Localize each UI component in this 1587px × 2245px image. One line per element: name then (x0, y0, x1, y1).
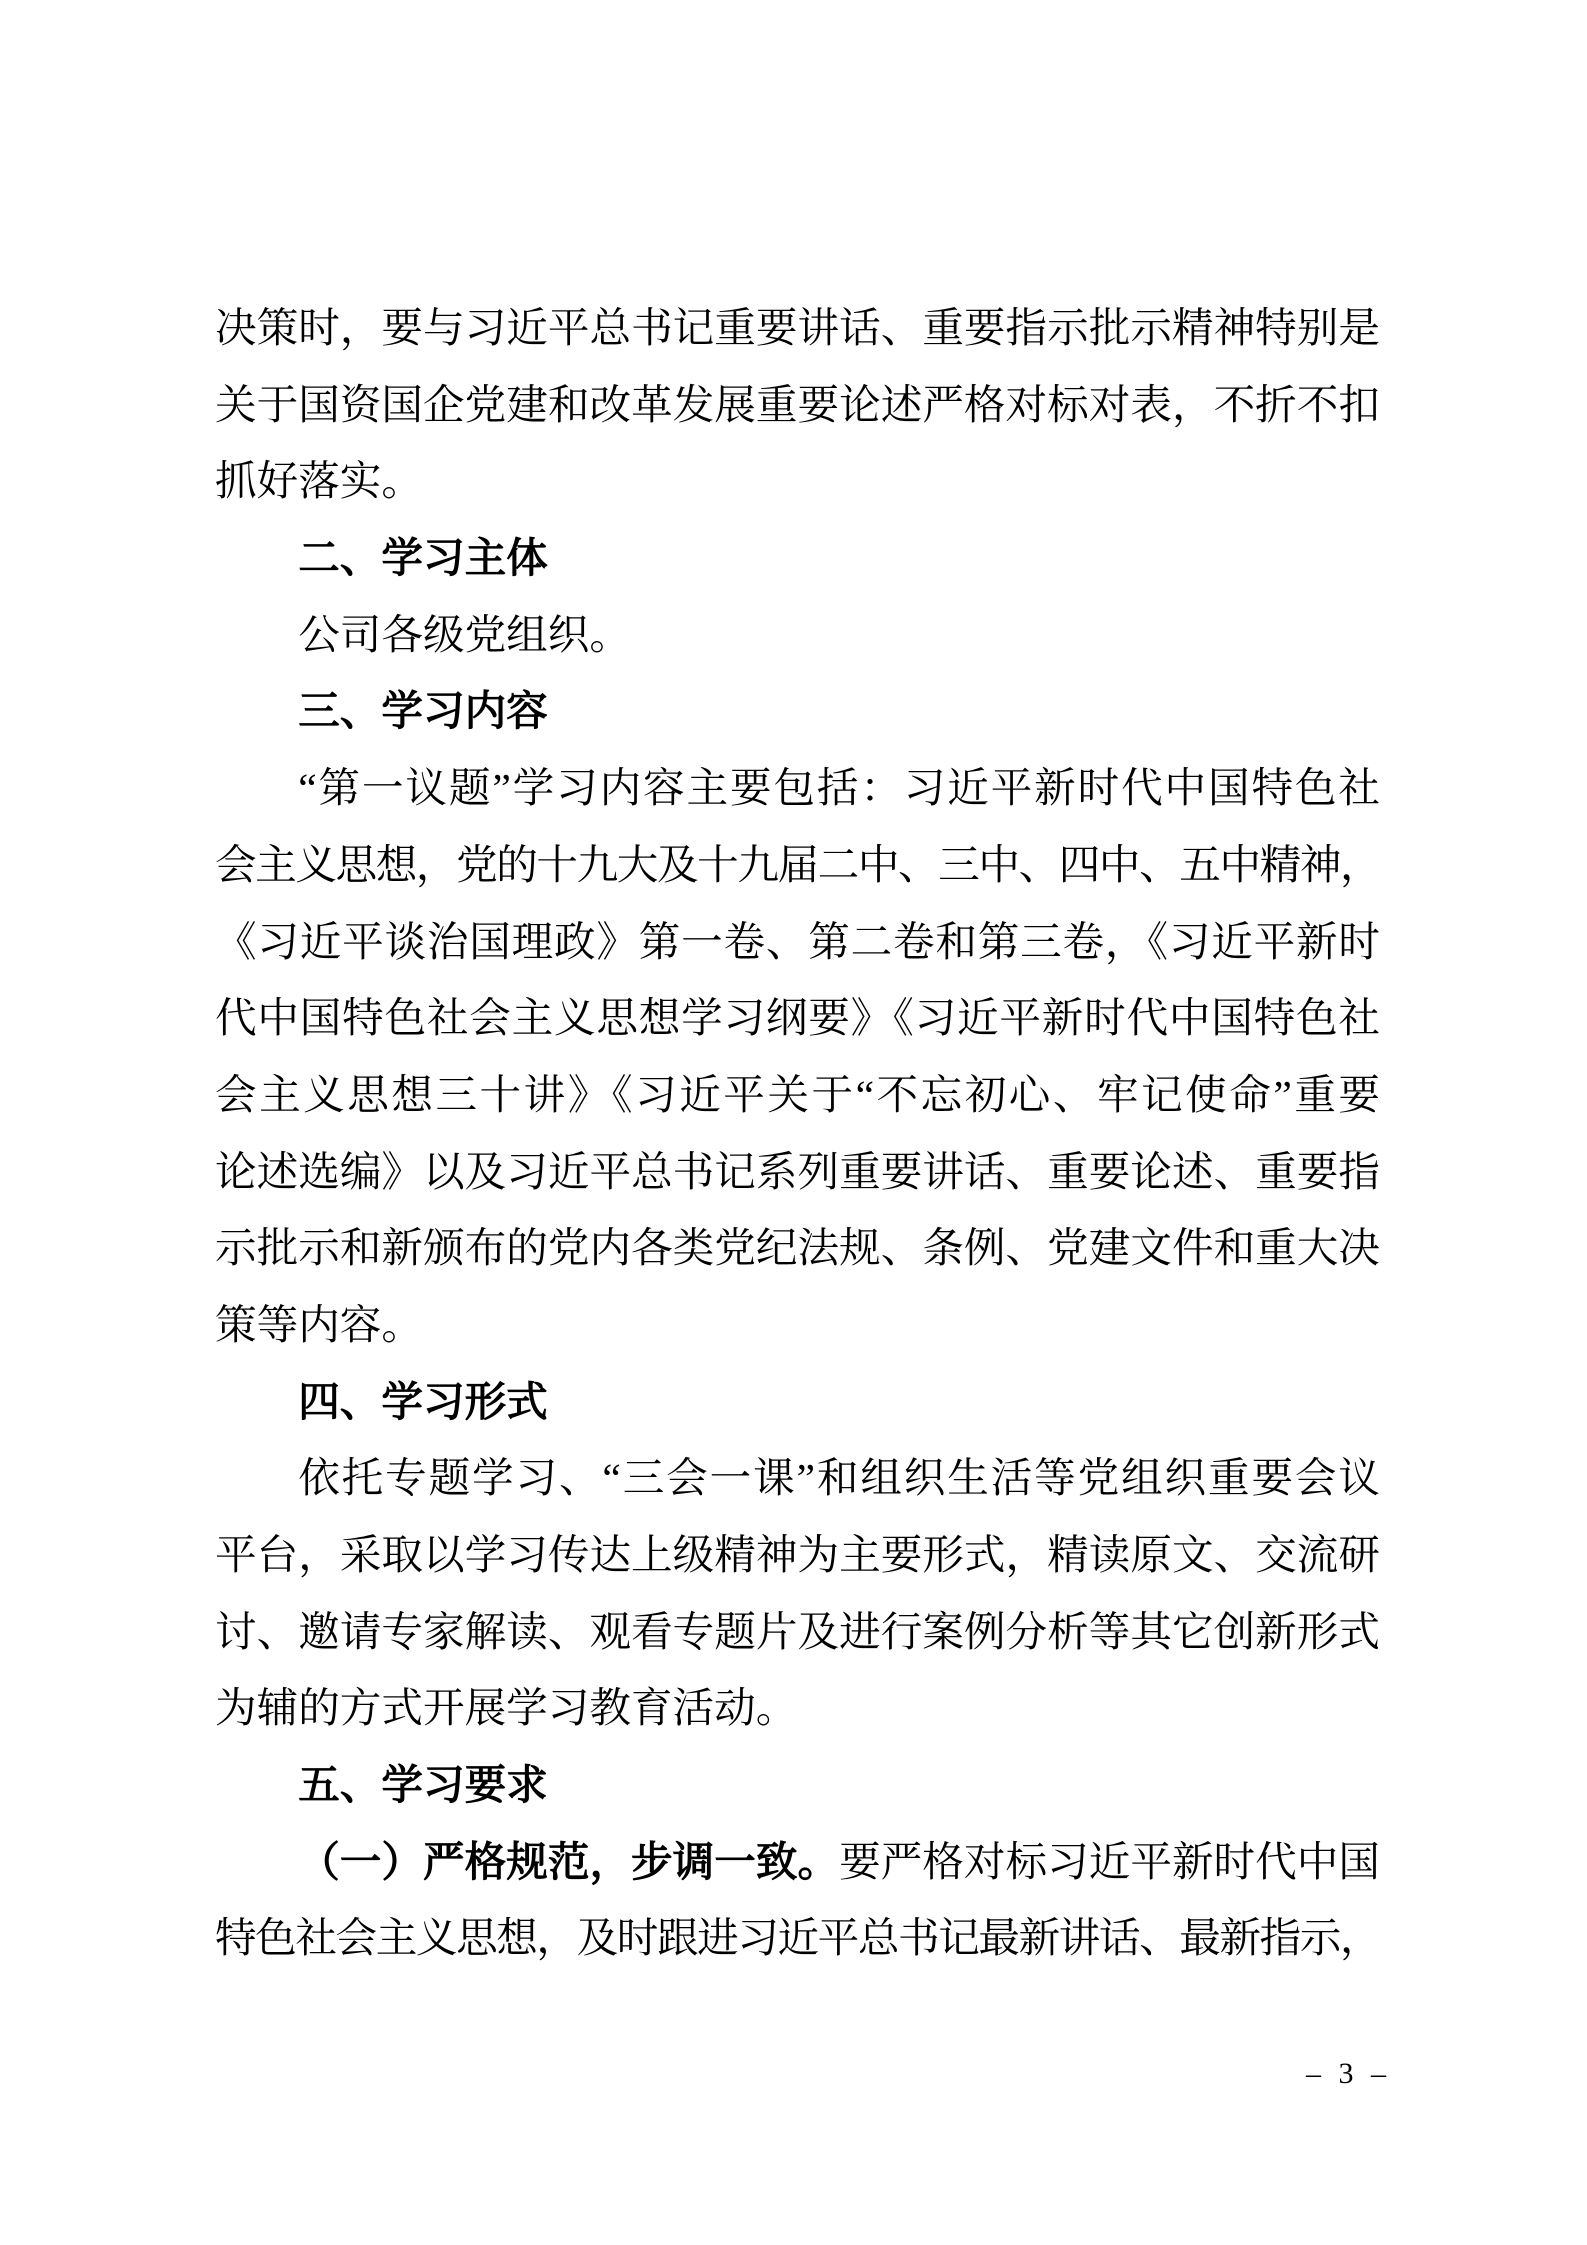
body-text-line: 策等内容。 (215, 1301, 423, 1348)
section-heading-4: 四、学习形式 (298, 1377, 548, 1425)
section-heading-2: 二、学习主体 (298, 534, 548, 582)
item-lead-rest: 要严格对标习近平新时代中国 (839, 1838, 1380, 1885)
body-text-line: 依托专题学习、“三会一课”和组织生活等党组织重要会议 (298, 1455, 1380, 1502)
body-text-line: “第一议题”学习内容主要包括：习近平新时代中国特色社 (298, 765, 1380, 812)
body-text-line: 为辅的方式开展学习教育活动。 (215, 1685, 798, 1732)
body-text-line: 讨、邀请专家解读、观看专题片及进行案例分析等其它创新形式 (215, 1608, 1380, 1655)
body-text-line: 会主义思想三十讲》《习近平关于“不忘初心、牢记使命”重要 (215, 1071, 1380, 1118)
item-lead-bold: （一）严格规范，步调一致。 (298, 1838, 840, 1885)
body-text-line: 示批示和新颁布的党内各类党纪法规、条例、党建文件和重大决 (215, 1225, 1380, 1272)
body-text-line: 《习近平谈治国理政》第一卷、第二卷和第三卷，《习近平新时 (215, 918, 1380, 965)
body-text-line: 平台，采取以学习传达上级精神为主要形式，精读原文、交流研 (215, 1532, 1380, 1578)
body-text-line: 关于国资国企党建和改革发展重要论述严格对标对表，不折不扣 (215, 381, 1380, 428)
section-heading-5: 五、学习要求 (298, 1761, 548, 1809)
body-text-line: 公司各级党组织。 (298, 611, 631, 658)
body-text-line: 论述选编》以及习近平总书记系列重要讲话、重要论述、重要指 (215, 1148, 1380, 1195)
body-text-line (215, 1824, 1380, 1901)
body-text-line: 代中国特色社会主义思想学习纲要》《习近平新时代中国特色社 (215, 995, 1380, 1042)
section-heading-3: 三、学习内容 (298, 687, 548, 735)
body-text-line: 决策时，要与习近平总书记重要讲话、重要指示批示精神特别是 (215, 305, 1380, 351)
document-page (215, 290, 1380, 1977)
body-text-line: 特色社会主义思想，及时跟进习近平总书记最新讲话、最新指示， (215, 1915, 1380, 1962)
body-text-line: 抓好落实。 (215, 458, 423, 505)
body-text-line: 会主义思想，党的十九大及十九届二中、三中、四中、五中精神， (215, 841, 1380, 888)
page-number: – 3 – (1306, 2057, 1391, 2090)
